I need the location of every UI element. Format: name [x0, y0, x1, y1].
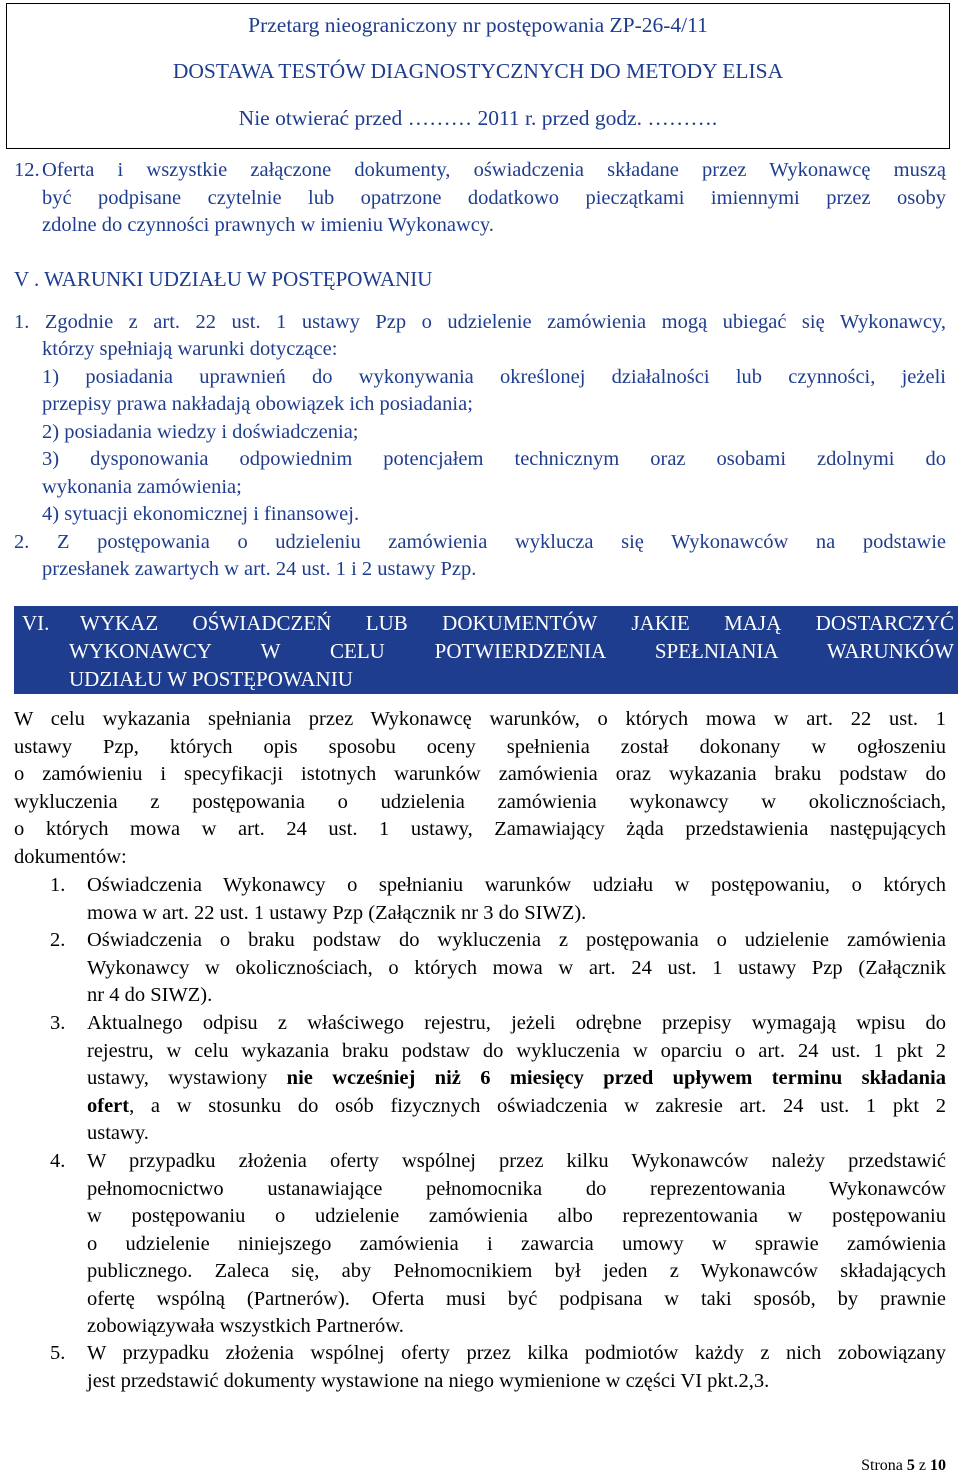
header-do-not-open: Nie otwierać przed ……… 2011 r. przed godz. ………. — [238, 106, 718, 130]
document-header — [6, 3, 950, 149]
list-item-line: rejestru, w celu wykazania braku podstaw do wykluczenia w oparciu o art. 24 ust. 1 pkt 2 — [87, 1039, 946, 1062]
header-tender-number: Przetarg nieograniczony nr postępowania ZP-26-4/11 — [248, 13, 708, 37]
page-label: Strona — [861, 1457, 907, 1474]
list-item-number: 1. — [50, 874, 66, 896]
list-item-text: , a w stosunku do osób fizycznych oświadczenia w zakresie art. 24 ust. 1 pkt 2 — [129, 1094, 946, 1117]
section-vi-intro — [14, 706, 946, 871]
list-item-line: Oświadczenia Wykonawcy o spełnianiu warunków udziału w postępowaniu, o których — [87, 874, 946, 896]
section-vi-banner — [14, 606, 958, 694]
list-item-line: ustawy. — [87, 1122, 149, 1144]
list-item-line — [87, 1065, 946, 1093]
list-item-line: jest przedstawić dokumenty wystawione na niego wymienione w części VI pkt.2,3. — [87, 1369, 770, 1392]
intro-line: dokumentów: — [14, 845, 127, 868]
list-item-line: o udzielenie niniejszego zamówienia i zawarcia umowy w sprawie zamówienia — [87, 1232, 946, 1255]
list-item-line: publicznego. Zaleca się, aby Pełnomocnikiem był jeden z Wykonawców składających — [87, 1260, 946, 1282]
list-item-line: W przypadku złożenia oferty wspólnej przez kilku Wykonawców należy przedstawić — [87, 1150, 946, 1172]
condition-1-line: przepisy prawa nakładają obowiązek ich posiadania; — [42, 393, 473, 415]
section-v-body — [14, 309, 946, 337]
emphasized-word: ofert — [87, 1094, 130, 1117]
point-12-text — [42, 157, 946, 240]
page-number — [861, 1457, 946, 1475]
paragraph-line: przesłanek zawartych w art. 24 ust. 1 i 2 ustawy Pzp. — [42, 558, 477, 580]
section-vi-number: VI. — [22, 611, 50, 635]
intro-line: W celu wykazania spełniania przez Wykonawcę warunków, o których mowa w art. 22 ust. 1 — [14, 708, 946, 730]
total-pages: 10 — [930, 1457, 946, 1474]
section-v-point-2-cont — [42, 556, 946, 584]
page-separator: z — [914, 1457, 930, 1474]
list-item-number: 5. — [50, 1342, 66, 1364]
condition-3-line: 3) dysponowania odpowiednim potencjałem technicznym oraz osobami zdolnymi do — [42, 448, 946, 470]
list-item — [87, 1010, 946, 1148]
list-item-line: ofertę wspólną (Partnerów). Oferta musi być podpisana w taki sposób, by prawnie — [87, 1287, 946, 1310]
section-v-conditions — [42, 336, 946, 529]
current-page: 5 — [906, 1457, 915, 1474]
condition-4: 4) sytuacji ekonomicznej i finansowej. — [42, 503, 360, 525]
list-item-line: pełnomocnictwo ustanawiające pełnomocnika do reprezentowania Wykonawców — [87, 1177, 946, 1200]
intro-line: o których mowa w art. 24 ust. 1 ustawy, Zamawiający żąda przedstawienia następujących — [14, 818, 946, 840]
list-item-line: W przypadku złożenia wspólnej oferty przez kilka podmiotów każdy z nich zobowiązany — [87, 1342, 946, 1364]
section-v-point-2 — [14, 529, 946, 557]
point-12-number: 12. — [14, 159, 40, 181]
section-vi-title-line: UDZIAŁU W POSTĘPOWANIU — [69, 667, 353, 691]
list-item-line: zobowiązywała wszystkich Partnerów. — [87, 1315, 404, 1337]
list-item-line: Aktualnego odpisu z właściwego rejestru, jeżeli odrębne przepisy wymagają wpisu do — [87, 1012, 946, 1034]
point-12-line: być podpisane czytelnie lub opatrzone dodatkowo pieczątkami imiennymi przez osoby — [42, 186, 946, 209]
paragraph-line: którzy spełniają warunki dotyczące: — [42, 338, 338, 360]
intro-line: o zamówieniu i specyfikacji istotnych warunków zamówienia oraz wykazania braku podstaw do — [14, 763, 946, 785]
list-item-line — [87, 1093, 946, 1121]
section-vi-title-line: WYKONAWCY W CELU POTWIERDZENIA SPEŁNIANIA WARUNKÓW — [69, 639, 954, 663]
list-item-line: Oświadczenia o braku podstaw do wykluczenia z postępowania o udzielenie zamówienia — [87, 929, 946, 951]
list-item-line: Wykonawcy w okolicznościach, o których mowa w art. 24 ust. 1 ustawy Pzp (Załącznik — [87, 956, 946, 979]
list-item — [87, 1148, 946, 1341]
point-12-line: zdolne do czynności prawnych w imieniu Wykonawcy. — [42, 214, 494, 236]
intro-line: wykluczenia z postępowania o udzielenia zamówienia wykonawcy w okolicznościach, — [14, 790, 946, 813]
point-12-line: Oferta i wszystkie załączone dokumenty, oświadczenia składane przez Wykonawcę muszą — [42, 159, 946, 181]
list-item-line: mowa w art. 22 ust. 1 ustawy Pzp (Załącznik nr 3 do SIWZ). — [87, 901, 587, 924]
section-v-title: V . WARUNKI UDZIAŁU W POSTĘPOWANIU — [14, 267, 433, 291]
list-item-number: 2. — [50, 929, 66, 951]
list-item-line: nr 4 do SIWZ). — [87, 984, 213, 1006]
condition-1-line: 1) posiadania uprawnień do wykonywania określonej działalności lub czynności, jeżeli — [42, 365, 946, 388]
list-item — [87, 927, 946, 1010]
list-item-text: ustawy, wystawiony — [87, 1067, 287, 1089]
list-item-number: 3. — [50, 1012, 66, 1034]
emphasized-deadline: nie wcześniej niż 6 miesięcy przed upływem terminu składania — [286, 1067, 947, 1089]
intro-line: ustawy Pzp, których opis sposobu oceny spełnienia został dokonany w ogłoszeniu — [14, 735, 946, 758]
paragraph-line: 2. Z postępowania o udzieleniu zamówienia wyklucza się Wykonawców na podstawie — [14, 531, 946, 553]
section-vi-title-line: WYKAZ OŚWIADCZEŃ LUB DOKUMENTÓW JAKIE MAJĄ DOSTARCZYĆ — [80, 611, 954, 635]
header-subject: DOSTAWA TESTÓW DIAGNOSTYCZNYCH DO METODY ELISA — [172, 59, 784, 83]
list-item — [87, 1340, 946, 1395]
list-item-number: 4. — [50, 1150, 66, 1172]
list-item-line: w postępowaniu o udzielenie zamówienia albo reprezentowania w postępowaniu — [87, 1205, 946, 1227]
condition-3-line: wykonania zamówienia; — [42, 475, 242, 498]
paragraph-line: 1. Zgodnie z art. 22 ust. 1 ustawy Pzp o udzielenie zamówienia mogą ubiegać się Wykonawcy, — [14, 311, 946, 333]
condition-2: 2) posiadania wiedzy i doświadczenia; — [42, 420, 359, 443]
list-item — [87, 872, 946, 927]
